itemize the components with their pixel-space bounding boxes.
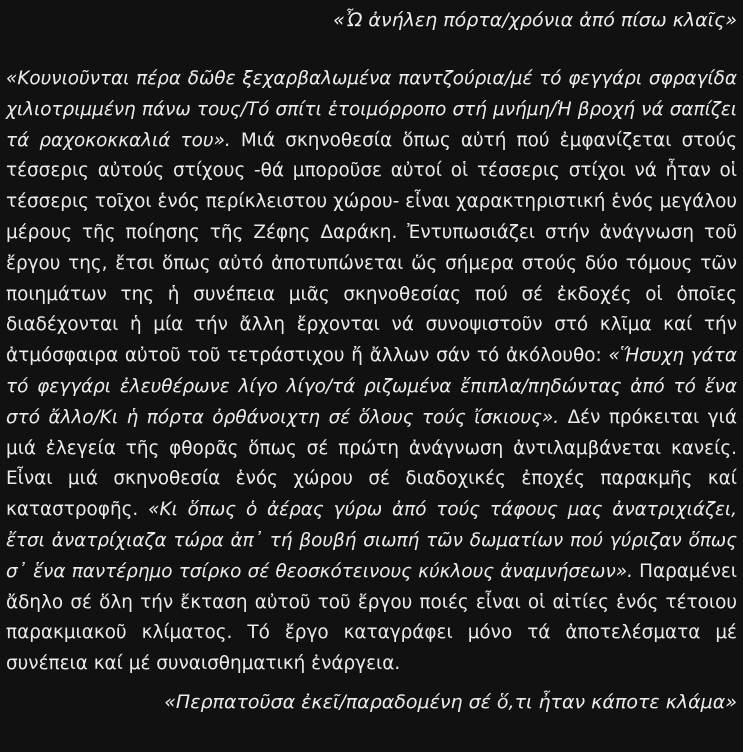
epigraph-quote: «Ὦ ἀνήλεη πόρτα/χρόνια ἀπό πίσω κλαῖς» — [333, 9, 737, 31]
closing-quote: «Περπατοῦσα ἐκεῖ/παραδομένη σέ ὅ,τι ἦταν κάποτε κλάμα» — [164, 691, 737, 713]
text-3: Παραμένει ἄδηλο σέ ὅλη τήν ἔκταση αὐτοῦ τοῦ ἔργου ποιές εἶναι οἱ αἰτίες ἑνός τέτοιου παρακμιακοῦ κλίματος. Τό ἔργο καταγράφει μόνο τά ἀποτελέσματα μέ συνέπεια καί μέ συναισθηματική ἐνάργεια. — [6, 560, 737, 675]
text-1: Μιά σκηνοθεσία ὅπως αὐτή πού ἐμφανίζεται στούς τέσσερις αὐτούς στίχους -θά μποροῦσε αὐτοί οἱ τέσσερις στίχοι νά ἦταν οἱ τέσσερις τοῖχοι ἑνός περίκλειστου χώρου- εἶναι χαρακτηριστική ἑνός μεγάλου μέρους τῆς ποίησης τῆς Ζέφης Δαράκη. Ἐντυπωσιάζει στήν ἀνάγνωση τοῦ ἔργου της, ἔτσι ὅπως αὐτό ἀποτυπώνεται ὥς σήμερα στούς δύο τόμους τῶν ποιημάτων της ἡ συνέπεια μιᾶς σκηνοθεσίας πού σέ ἐκδοχές οἱ ὁποῖες διαδέχονται ἡ μία τήν ἄλλη ἔρχονται νά συνοψιστοῦν στό κλῖμα καί τήν ἀτμόσφαιρα αὐτοῦ τοῦ τετράστιχου ἤ ἄλλων σάν τό ἀκόλουθο: — [6, 129, 737, 367]
quote-1: «Κουνιοῦνται πέρα δῶθε ξεχαρβαλωμένα παντζούρια/μέ τό φεγγάρι σφραγίδα χιλιοτριμμένη πάνω τους/Τό σπίτι ἑτοιμόρροπο στή μνήμη/Ἡ βροχή νά σαπίζει τά ραχοκοκκαλιά του». — [6, 68, 737, 151]
main-paragraph — [6, 64, 737, 680]
quote-3: «Κι ὅπως ὁ ἀέρας γύρω ἀπό τούς τάφους μας ἀνατριχιάζει, ἔτσι ἀνατρίχιαζα τώρα ἀπ᾿ τή βουβή σιωπή τῶν δωματίων πού γύριζαν ὅπως σ᾿ ἕνα παντέρημο τσίρκο σέ θεοσκότεινους κύκλους ἀναμνήσεων». — [6, 499, 737, 582]
text-2: Δέν πρόκειται γιά μιά ἐλεγεία τῆς φθορᾶς ὅπως σέ πρώτη ἀνάγνωση ἀντιλαμβάνεται κανείς. Εἶναι μιά σκηνοθεσία ἑνός χώρου σέ διαδοχικές ἐποχές παρακμῆς καί καταστροφῆς. — [6, 406, 738, 521]
quote-2: «Ἥσυχη γάτα τό φεγγάρι ἐλευθέρωνε λίγο λίγο/τά ριζωμένα ἔπιπλα/πηδώντας ἀπό τό ἕνα στό ἄλλο/Κι ἡ πόρτα ὀρθάνοιχτη σέ ὅλους τούς ἴσκιους». — [6, 345, 738, 428]
